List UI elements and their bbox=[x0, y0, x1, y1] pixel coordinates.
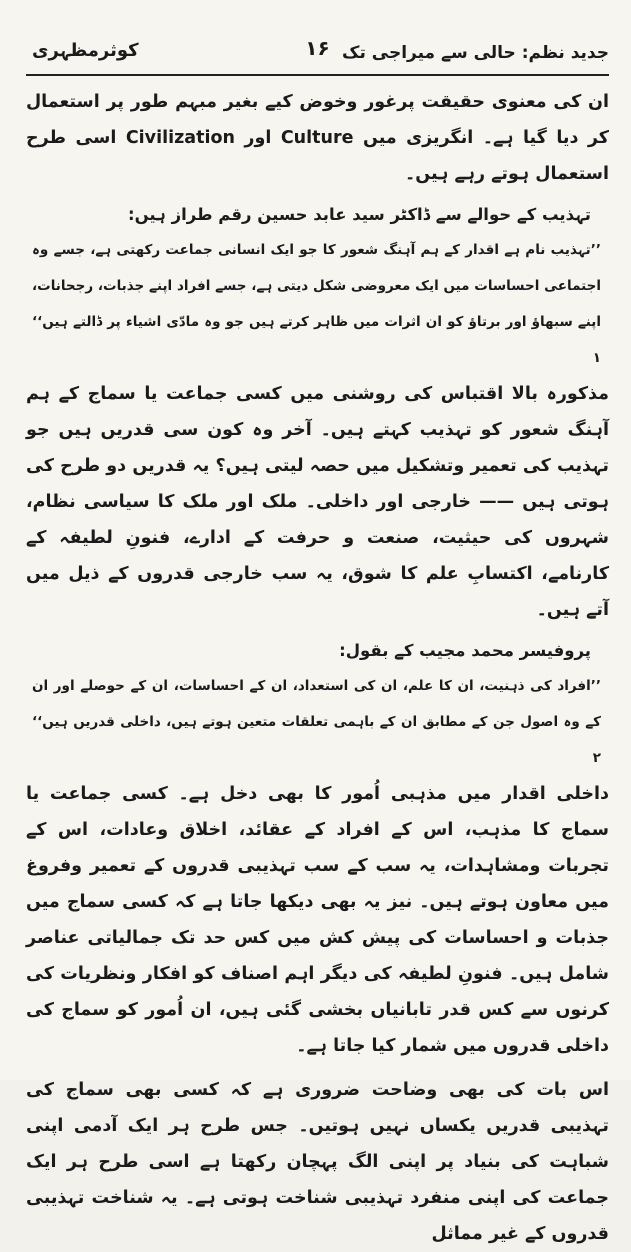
quote-intro-2: پروفیسر محمد مجیب کے بقول: bbox=[339, 641, 591, 660]
block-quote-2: ’’افراد کی ذہنیت، ان کا علم، ان کی استعداد، ان کے احساسات، ان کے حوصلے اور ان کے وہ اصول جن کے مطابق ان کے باہمی تعلقات متعین ہوتے ہیں، داخلی قدریں ہیں‘‘ ۲ bbox=[32, 678, 601, 766]
page-body bbox=[26, 84, 609, 1244]
paragraph-4: اس بات کی بھی وضاحت ضروری ہے کہ کسی بھی سماج کی تہذیبی قدریں یکساں نہیں ہوتیں۔ جس طرح ہر ایک آدمی اپنی شباہت کی بنیاد پر اپنی الگ پہچان رکھتا ہے اسی طرح ہر ایک جماعت کی اپنی منفرد تہذیبی شناخت ہوتی ہے۔ یہ شناخت تہذیبی قدروں کے غیر مماثل bbox=[26, 1080, 609, 1244]
page-number: ۱۶ bbox=[305, 36, 330, 60]
paragraph-2: مذکورہ بالا اقتباس کی روشنی میں کسی جماعت یا سماج کے ہم آہنگ شعور کو تہذیب کہتے ہیں۔ آخر وہ کون سی قدریں ہیں جو تہذیب کی تعمیر وتشکیل میں حصہ لیتی ہیں؟ یہ قدریں دو طرح کی ہوتی ہیں —— خارجی اور داخلی۔ ملک اور ملک کا سیاسی نظام، شہروں کی حیثیت، صنعت و حرفت کے ادارے، فنونِ لطیفہ کے کارنامے، اکتسابِ علم کا شوق، یہ سب خارجی قدروں کے ذیل میں آتے ہیں۔ bbox=[26, 384, 609, 620]
paragraph-3: داخلی اقدار میں مذہبی اُمور کا بھی دخل ہے۔ کسی جماعت یا سماج کا مذہب، اس کے افراد کے عقائد، اخلاق وعادات، اس کے تجربات ومشاہدات، یہ سب کے سب تہذیبی قدروں کے تعمیر وفروغ میں معاون ہوتے ہیں۔ نیز یہ بھی دیکھا جاتا ہے کہ کسی سماج میں جذبات و احساسات کی پیش کش میں کس حد تک جمالیاتی عناصر شامل ہیں۔ فنونِ لطیفہ کی دیگر اہم اصناف کو افکار ونظریات کی کرنوں سے کس قدر تابانیاں بخشی گئی ہیں، ان اُمور کو سماج کی داخلی قدروں میں شمار کیا جاتا ہے۔ bbox=[26, 784, 609, 1056]
page-header bbox=[26, 30, 609, 76]
block-quote-1: ’’تہذیب نام ہے اقدار کے ہم آہنگ شعور کا جو ایک انسانی جماعت رکھتی ہے، جسے وہ اجتماعی احساسات میں ایک معروضی شکل دیتی ہے، جسے افراد اپنے جذبات، رجحانات، اپنے سبھاؤ اور برتاؤ کو ان اثرات میں ظاہر کرتے ہیں جو وہ مادّی اشیاء پر ڈالتے ہیں‘‘ ۱ bbox=[32, 242, 601, 366]
paragraph-1: ان کی معنوی حقیقت پرغور وخوض کیے بغیر مبہم طور پر استعمال کر دیا گیا ہے۔ انگریزی میں Culture اور Civilization اسی طرح استعمال ہوتے رہے ہیں۔ bbox=[26, 92, 609, 184]
author-name: کوثرمظہری bbox=[32, 40, 139, 61]
book-title: جدید نظم: حالی سے میراجی تک bbox=[342, 43, 609, 63]
quote-intro-1: تہذیب کے حوالے سے ڈاکٹر سید عابد حسین رقم طراز ہیں: bbox=[127, 205, 591, 224]
